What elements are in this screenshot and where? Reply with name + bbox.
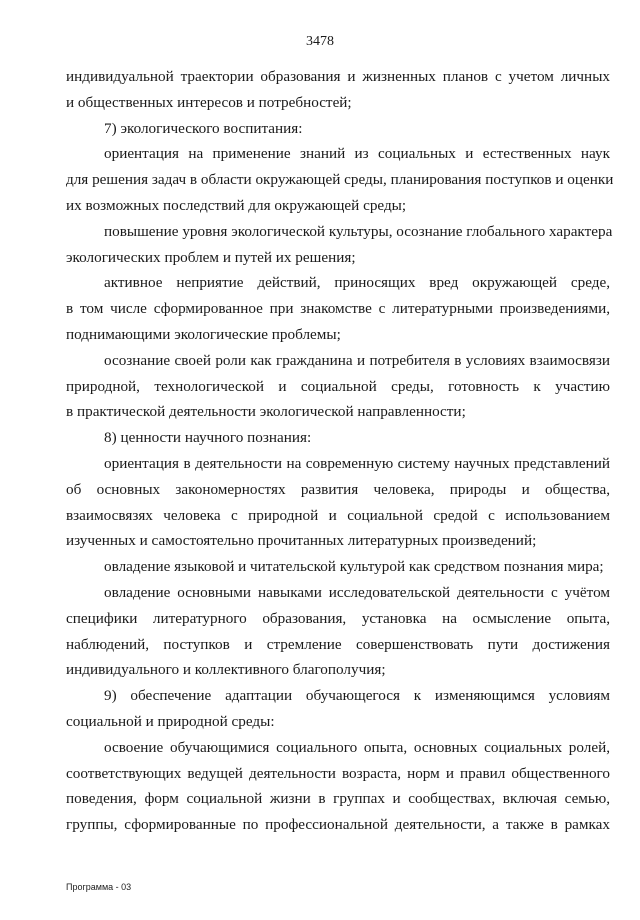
text-line: в том числе сформированное при знакомстве с литературными произведениями,	[66, 300, 610, 318]
text-line: индивидуального и коллективного благополучия;	[66, 661, 386, 679]
text-line: освоение обучающимися социального опыта, основных социальных ролей,	[104, 738, 610, 756]
text-line: 9) обеспечение адаптации обучающегося к изменяющимся условиям	[104, 687, 610, 705]
footer-label: Программа - 03	[66, 882, 132, 892]
text-line: наблюдений, поступков и стремление совершенствовать пути достижения	[66, 635, 610, 653]
text-line: природной, технологической и социальной среды, готовность к участию	[66, 377, 610, 395]
text-line: поведения, форм социальной жизни в группах и сообществах, включая семью,	[66, 790, 610, 808]
text-line: для решения задач в области окружающей среды, планирования поступков и оценки	[66, 171, 614, 189]
text-line: взаимосвязях человека с природной и социальной средой с использованием	[66, 506, 610, 524]
text-line: осознание своей роли как гражданина и потребителя в условиях взаимосвязи	[104, 351, 610, 369]
text-line: индивидуальной траектории образования и жизненных планов с учетом личных	[66, 68, 610, 85]
text-line: социальной и природной среды:	[66, 712, 275, 730]
text-line: активное неприятие действий, приносящих вред окружающей среде,	[104, 274, 610, 292]
text-line: изученных и самостоятельно прочитанных литературных произведений;	[66, 532, 537, 550]
text-line: соответствующих ведущей деятельности возраста, норм и правил общественного	[66, 764, 610, 782]
text-line: и общественных интересов и потребностей;	[66, 93, 352, 111]
text-line: в практической деятельности экологической направленности;	[66, 403, 466, 421]
text-line: повышение уровня экологической культуры, осознание глобального характера	[104, 222, 613, 240]
text-line: 8) ценности научного познания:	[104, 429, 312, 447]
text-line: их возможных последствий для окружающей среды;	[66, 196, 407, 214]
document-body	[66, 64, 614, 838]
text-line: 7) экологического воспитания:	[104, 119, 303, 137]
text-line: поднимающими экологические проблемы;	[66, 325, 341, 343]
text-line: группы, сформированные по профессиональной деятельности, а также в рамках	[66, 816, 610, 834]
text-line: специфики литературного образования, установка на осмысление опыта,	[66, 609, 610, 627]
text-line: овладение языковой и читательской культурой как средством познания мира;	[104, 558, 604, 576]
text-line: экологических проблем и путей их решения;	[66, 248, 356, 266]
page-number: 3478	[306, 34, 334, 49]
text-line: овладение основными навыками исследовательской деятельности с учётом	[104, 583, 610, 601]
text-line: ориентация в деятельности на современную систему научных представлений	[104, 454, 610, 472]
text-line: об основных закономерностях развития человека, природы и общества,	[66, 480, 610, 498]
text-line: ориентация на применение знаний из социальных и естественных наук	[104, 145, 610, 163]
